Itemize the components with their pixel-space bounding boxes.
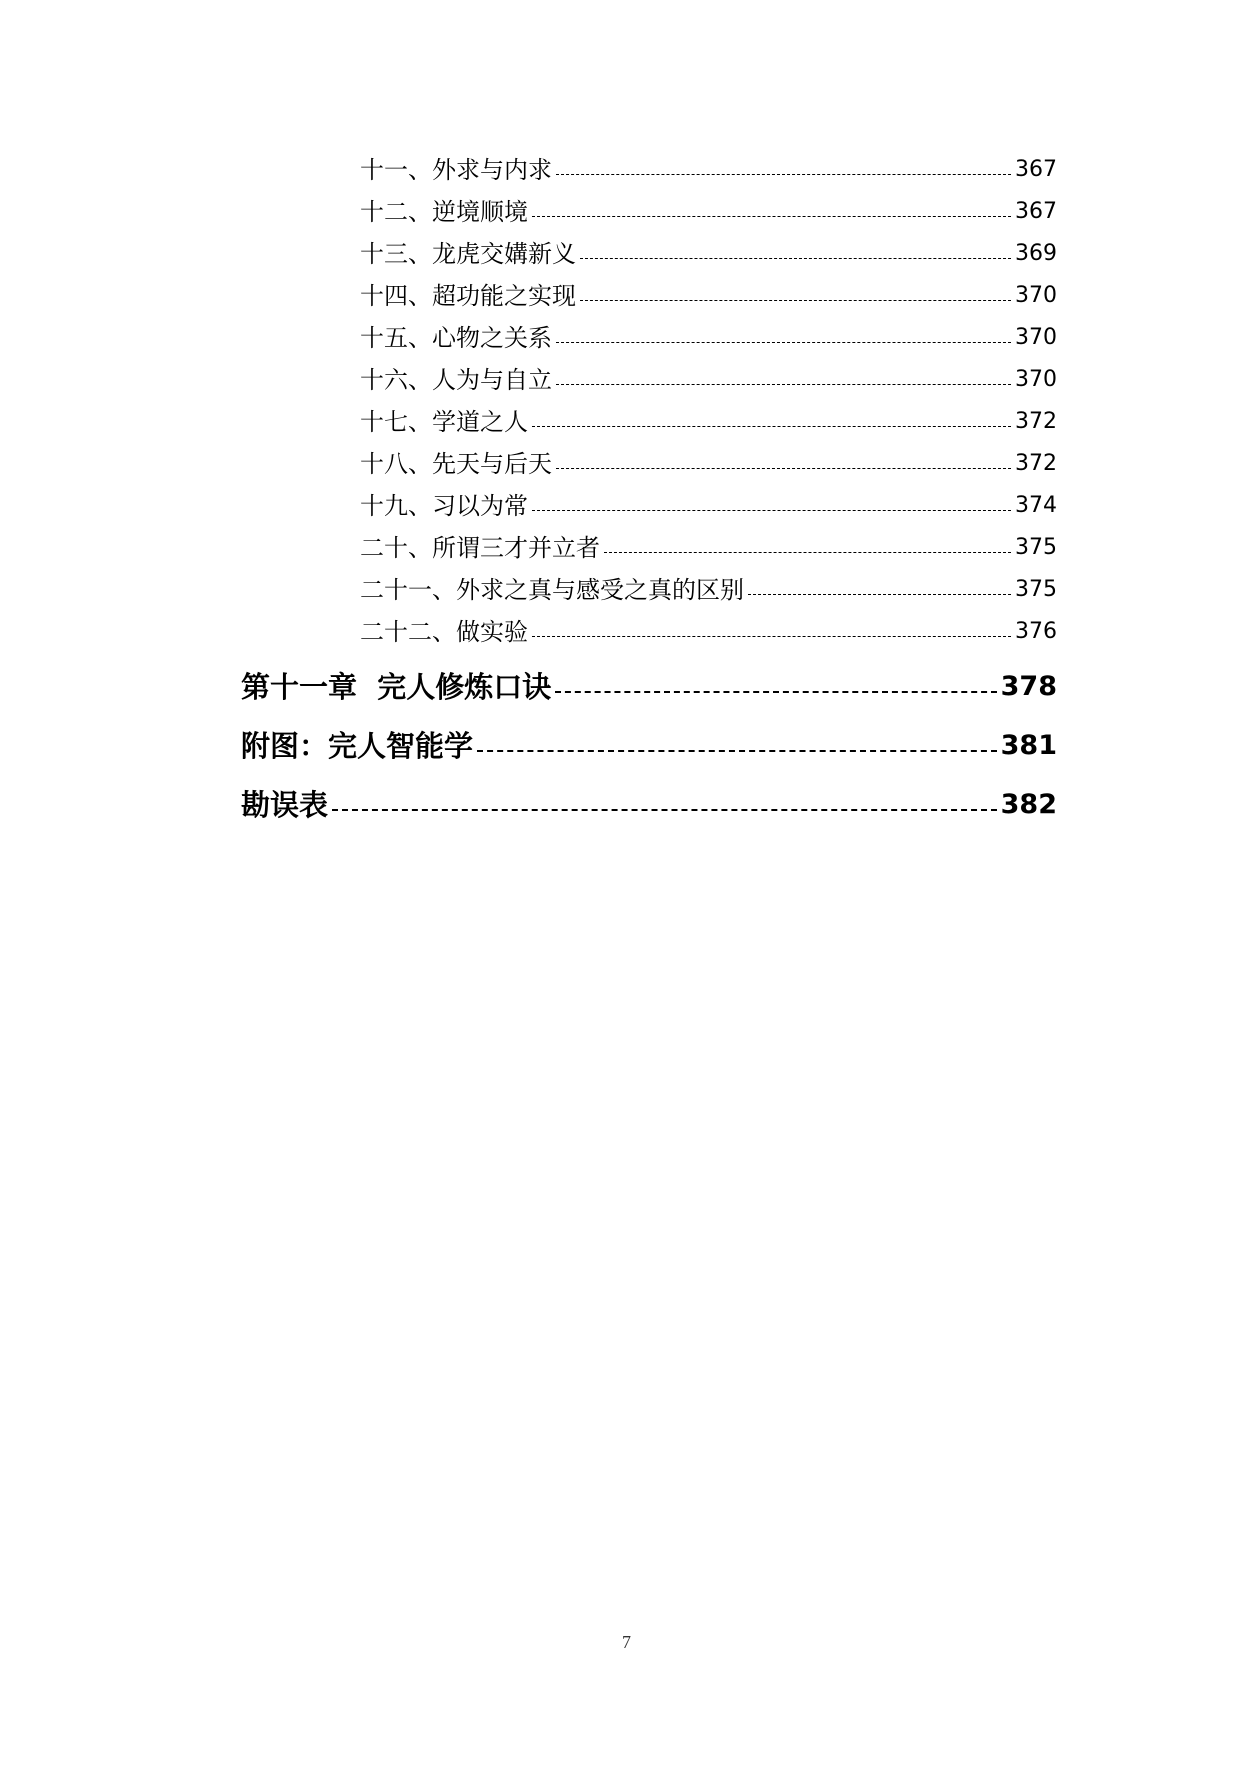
toc-entry-title: 二十、所谓三才并立者 <box>360 534 600 562</box>
toc-entry-page: 370 <box>1015 283 1057 308</box>
toc-entry-title: 十一、外求与内求 <box>360 156 552 184</box>
toc-dot-leader <box>532 510 1011 511</box>
toc-dot-leader <box>556 384 1011 385</box>
toc-entry-page: 376 <box>1015 619 1057 644</box>
toc-entry-title: 十四、超功能之实现 <box>360 282 576 310</box>
toc-entry-title: 十三、龙虎交媾新义 <box>360 240 576 268</box>
toc-entry[interactable] <box>360 442 1057 478</box>
toc-dot-leader <box>580 300 1011 301</box>
toc-entry-title: 十九、习以为常 <box>360 492 528 520</box>
toc-chapter-title: 第十一章 完人修炼口诀 <box>241 670 552 704</box>
toc-dot-leader <box>332 809 997 811</box>
toc-entry[interactable] <box>360 148 1057 184</box>
toc-entry-page: 369 <box>1015 241 1057 266</box>
toc-chapter-page: 382 <box>1000 789 1057 820</box>
toc-chapter-title: 附图：完人智能学 <box>241 729 474 763</box>
toc-entry-title: 十二、逆境顺境 <box>360 198 528 226</box>
toc-entry-title: 二十二、做实验 <box>360 618 528 646</box>
toc-entry[interactable] <box>360 358 1057 394</box>
toc-entry-title: 十八、先天与后天 <box>360 450 552 478</box>
toc-entry[interactable] <box>360 316 1057 352</box>
toc-dot-leader <box>477 750 997 752</box>
toc-dot-leader <box>748 594 1011 595</box>
toc-entry-page: 372 <box>1015 409 1057 434</box>
toc-entry-title: 十五、心物之关系 <box>360 324 552 352</box>
toc-chapter-entry[interactable] <box>241 723 1057 763</box>
toc-dot-leader <box>555 691 996 693</box>
toc-chapter-title: 勘误表 <box>241 788 329 822</box>
toc-entry-page: 367 <box>1015 157 1057 182</box>
toc-dot-leader <box>532 216 1011 217</box>
toc-entry[interactable] <box>360 400 1057 436</box>
toc-dot-leader <box>556 468 1011 469</box>
toc-dot-leader <box>532 636 1011 637</box>
toc-entry[interactable] <box>360 568 1057 604</box>
toc-entry-page: 375 <box>1015 535 1057 560</box>
toc-dot-leader <box>556 342 1011 343</box>
toc-entry-page: 367 <box>1015 199 1057 224</box>
toc-entry-page: 370 <box>1015 367 1057 392</box>
toc-chapter-entry[interactable] <box>241 782 1057 822</box>
toc-entry[interactable] <box>360 274 1057 310</box>
toc-dot-leader <box>556 174 1011 175</box>
toc-dot-leader <box>604 552 1011 553</box>
toc-entry-title: 十七、学道之人 <box>360 408 528 436</box>
toc-entry-title: 二十一、外求之真与感受之真的区别 <box>360 576 744 604</box>
toc-chapter-page: 378 <box>1000 671 1057 702</box>
toc-dot-leader <box>580 258 1011 259</box>
toc-entry[interactable] <box>360 190 1057 226</box>
toc-entry[interactable] <box>360 484 1057 520</box>
toc-entry-page: 372 <box>1015 451 1057 476</box>
footer-page-number: 7 <box>622 1632 631 1652</box>
toc-entry-page: 375 <box>1015 577 1057 602</box>
toc-chapter-entry[interactable] <box>241 664 1057 704</box>
toc-entry[interactable] <box>360 610 1057 646</box>
toc-entry[interactable] <box>360 232 1057 268</box>
toc-entry-page: 370 <box>1015 325 1057 350</box>
toc-entry-title: 十六、人为与自立 <box>360 366 552 394</box>
toc-entry[interactable] <box>360 526 1057 562</box>
toc-entry-page: 374 <box>1015 493 1057 518</box>
toc-chapter-page: 381 <box>1000 730 1057 761</box>
toc-dot-leader <box>532 426 1011 427</box>
